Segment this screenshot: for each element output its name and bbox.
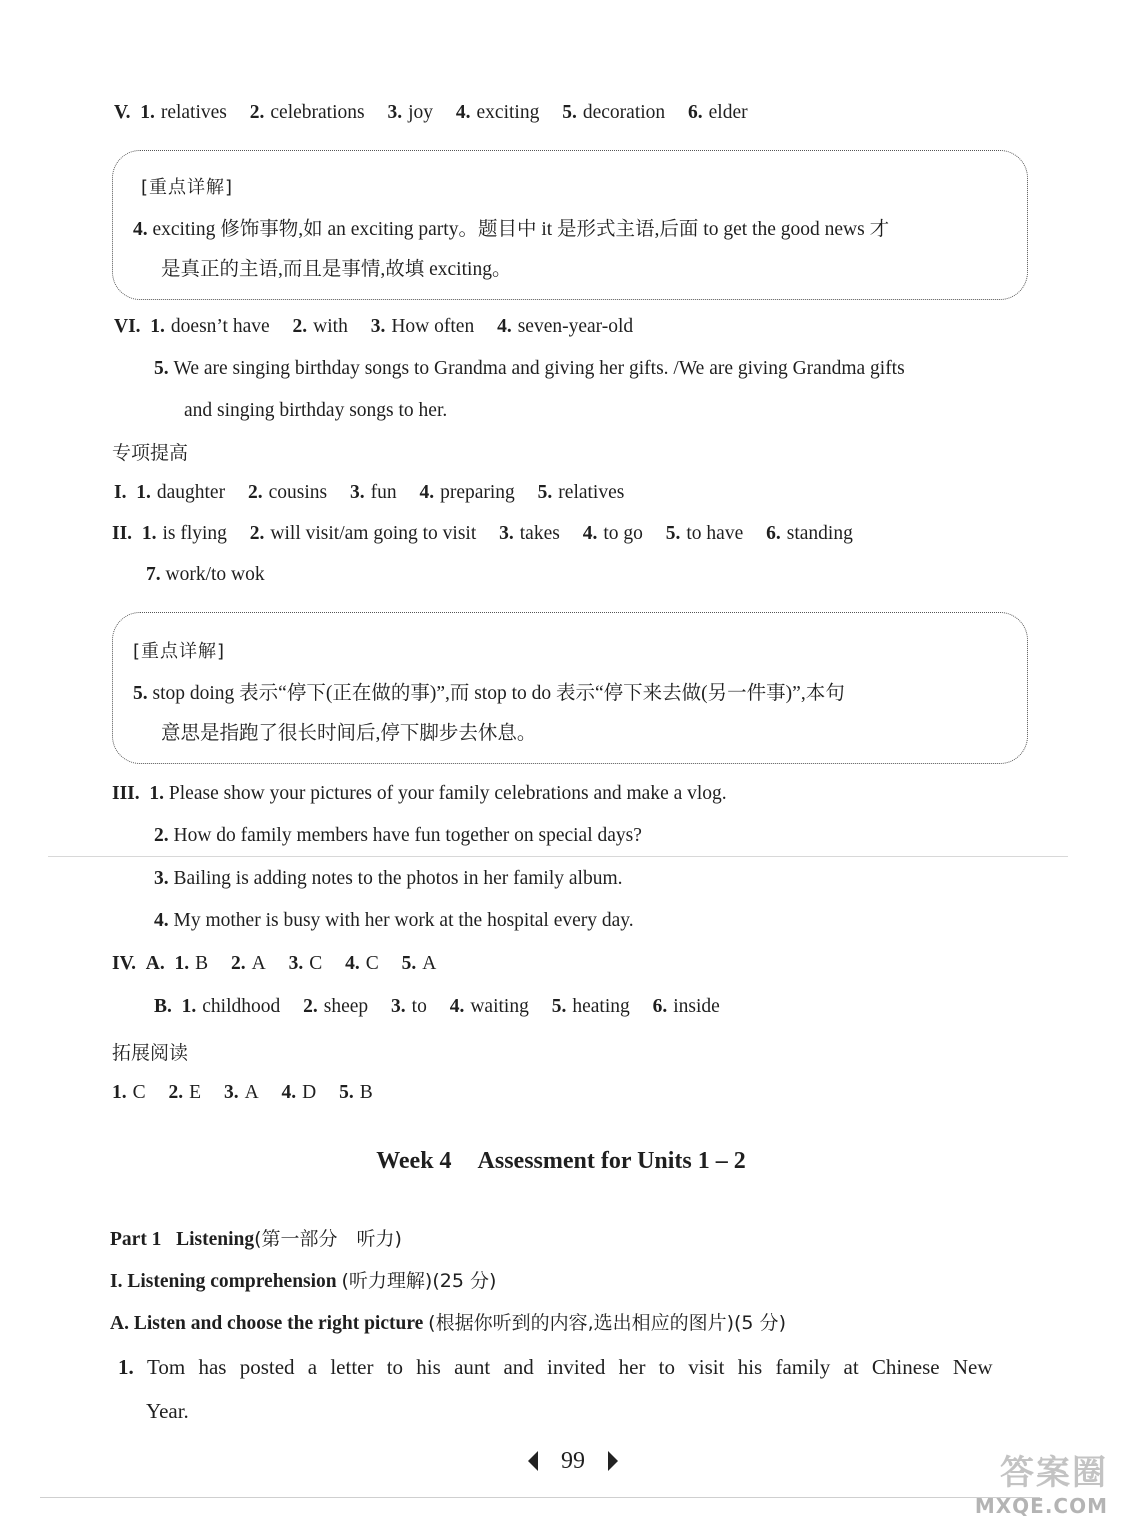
reading-answers: 1. C 2. E 3. A 4. D 5. B (112, 1082, 373, 1103)
answer: preparing (440, 482, 515, 503)
section-vi-answers: VI. 1. doesn’t have 2. with 3. How often 4. seven-year-old (114, 316, 634, 337)
answer: relatives (558, 482, 625, 503)
divider (48, 856, 1068, 857)
key-explanation-box (112, 150, 1028, 300)
answer: sheep (323, 996, 369, 1017)
answer: celebrations (270, 102, 365, 123)
answer: E (189, 1082, 202, 1103)
answer: inside (673, 996, 720, 1017)
question-1-cont: Year. (146, 1399, 189, 1423)
answer: waiting (470, 996, 529, 1017)
section-iii-item: 3. Bailing is adding notes to the photos in her family album. (154, 868, 623, 889)
answer: childhood (202, 996, 281, 1017)
section-ii-answers: II. 1. is flying 2. will visit/am going to visit 3. takes 4. to go 5. to have 6. standing (112, 523, 853, 544)
answer: A (422, 953, 437, 974)
answer: will visit/am going to visit (270, 523, 477, 544)
answer: standing (786, 523, 853, 544)
week-title: Week 4 Assessment for Units 1 – 2 (376, 1148, 746, 1174)
explanation-title: [重点详解] (141, 177, 234, 198)
answer: takes (519, 523, 560, 544)
answer: to have (686, 523, 744, 544)
section-iv-part-b: B. 1. childhood 2. sheep 3. to 4. waiting 5. heating 6. inside (154, 996, 720, 1017)
answer: C (132, 1082, 146, 1103)
section-iii-item: III. 1. Please show your pictures of your family celebrations and make a vlog. (112, 783, 727, 804)
answer: to go (603, 523, 643, 544)
answer: A (244, 1082, 259, 1103)
answer: B (195, 953, 209, 974)
part-heading: Part 1 Listening(第一部分 听力) (110, 1228, 402, 1250)
key-explanation-box (112, 612, 1028, 764)
answer: to (411, 996, 427, 1017)
answer: with (313, 316, 348, 337)
explanation-line: 4. exciting 修饰事物,如 an exciting party。题目中 it 是形式主语,后面 to get the good news 才 (133, 219, 890, 240)
watermark-logo: 答案圈 MXQE.COM (974, 1453, 1108, 1518)
question-1: 1. Tom has posted a letter to his aunt and invited her to visit his family at Chinese New (118, 1355, 993, 1379)
section-i-answers: I. 1. daughter 2. cousins 3. fun 4. preparing 5. relatives (114, 482, 625, 503)
answer: joy (408, 102, 434, 123)
section-label: IV. (112, 953, 137, 974)
answer: fun (370, 482, 397, 503)
section-heading: I. Listening comprehension (听力理解)(25 分) (110, 1270, 497, 1292)
answer: exciting (476, 102, 540, 123)
section-label: V. (114, 102, 131, 123)
answer: A (251, 953, 266, 974)
answer: is flying (162, 523, 227, 544)
answer: cousins (268, 482, 328, 503)
triangle-left-icon (528, 1451, 538, 1471)
explanation-title: [重点详解] (133, 641, 226, 662)
heading-special-improvement: 专项提高 (112, 442, 189, 464)
answer: relatives (160, 102, 227, 123)
page-number-indicator (528, 1444, 618, 1478)
section-iv-part-a: IV. A. 1. B 2. A 3. C 4. C 5. A (112, 953, 437, 974)
section-label: VI. (114, 316, 141, 337)
heading-extended-reading: 拓展阅读 (112, 1042, 189, 1064)
answer: D (302, 1082, 317, 1103)
answer: daughter (156, 482, 226, 503)
section-iii-item: 2. How do family members have fun together on special days? (154, 825, 642, 846)
answer: B (359, 1082, 373, 1103)
triangle-right-icon (608, 1451, 618, 1471)
explanation-line: 5. stop doing 表示“停下(正在做的事)”,而 stop to do 表示“停下来去做(另一件事)”,本句 (133, 683, 845, 704)
answer: elder (708, 102, 748, 123)
footer-divider (40, 1497, 1040, 1498)
explanation-line: 是真正的主语,而且是事情,故填 exciting。 (161, 259, 512, 280)
section-vi-item-5: 5. We are singing birthday songs to Grandma and giving her gifts. /We are giving Grandma gifts (154, 358, 905, 379)
subsection-heading: A. Listen and choose the right picture (根据你听到的内容,选出相应的图片)(5 分) (110, 1312, 786, 1334)
answer: C (309, 953, 323, 974)
explanation-line: 意思是指跑了很长时间后,停下脚步去休息。 (161, 723, 537, 744)
section-vi-item-5-cont: and singing birthday songs to her. (184, 400, 448, 421)
section-label: III. (112, 783, 140, 804)
answer: decoration (582, 102, 666, 123)
answer: doesn’t have (170, 316, 270, 337)
section-iii-item: 4. My mother is busy with her work at the hospital every day. (154, 910, 634, 931)
section-v-answers: V. 1. relatives 2. celebrations 3. joy 4. exciting 5. decoration 6. elder (114, 102, 748, 123)
answer: seven-year-old (517, 316, 634, 337)
answer: heating (572, 996, 630, 1017)
section-ii-item-7: 7. work/to wok (146, 564, 265, 585)
page-number: 99 (561, 1447, 585, 1474)
section-label: II. (112, 523, 133, 544)
answer: How often (391, 316, 475, 337)
section-label: I. (114, 482, 127, 503)
answer: C (365, 953, 379, 974)
